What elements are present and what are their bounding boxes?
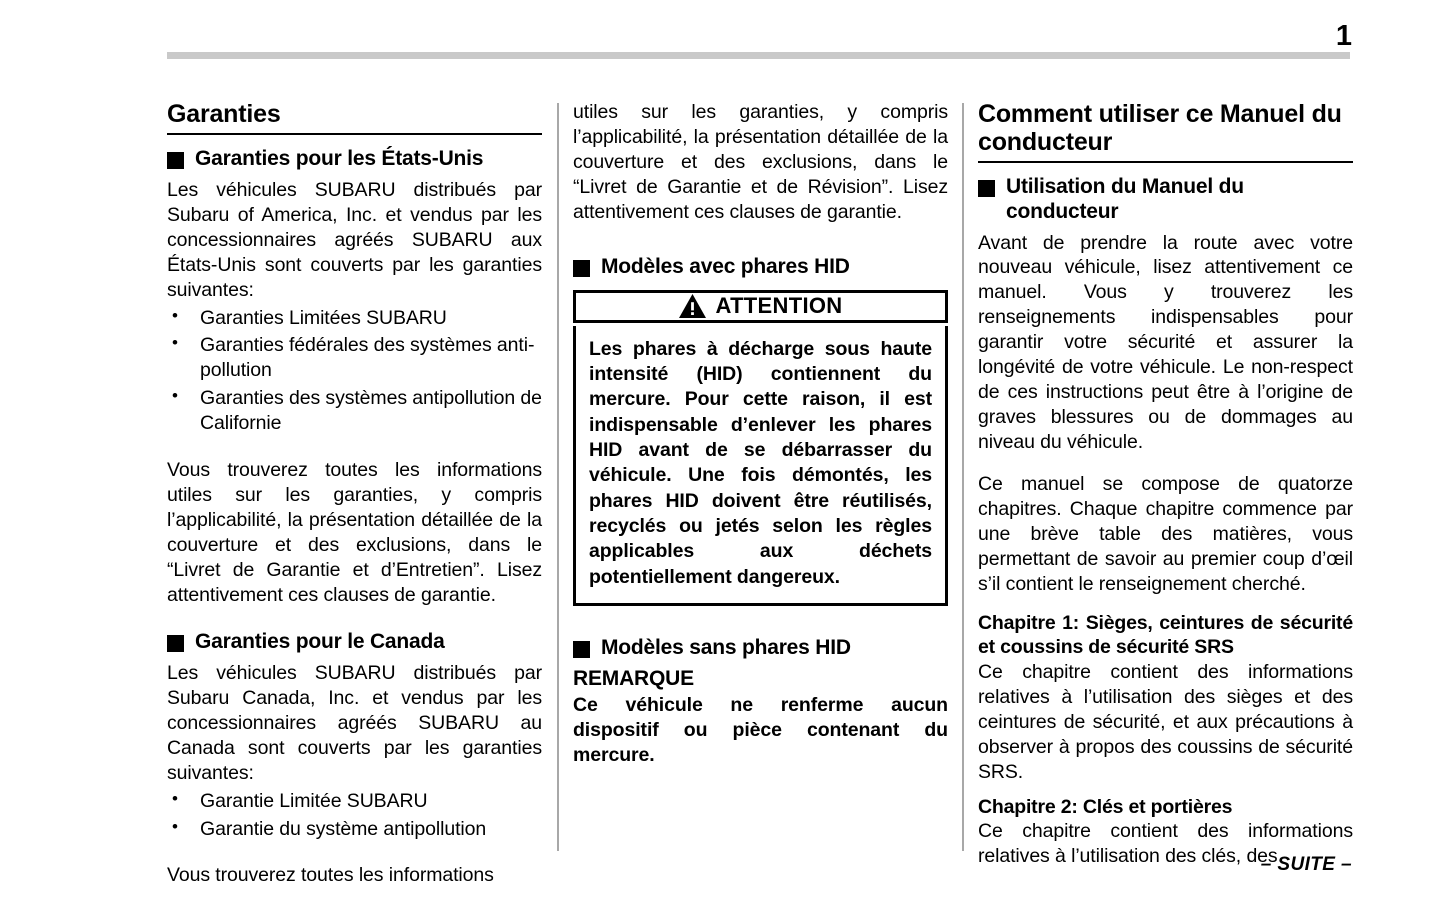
bullet-list-us — [167, 306, 542, 437]
note-label: REMARQUE — [573, 666, 694, 690]
paragraph-canada-booklet-start: Vous trouverez toutes les informations — [167, 864, 494, 887]
column-left — [167, 100, 542, 887]
spacer — [167, 436, 542, 458]
footer-continued: – SUITE – — [1260, 854, 1352, 875]
chapter-title: Chapitre 2: Clés et portières — [978, 795, 1233, 818]
paragraph-us-warranty-booklet: Vous trouverez toutes les informations utiles sur les garanties, y compris l’applicabilité, la présentation détaillée de la couverture et des exclusions, dans le “Livret de Garantie et d’Entretien”. Lisez attentivement ces clauses de garantie. — [167, 459, 542, 607]
spacer — [167, 841, 542, 863]
attention-title: ATTENTION — [715, 293, 843, 319]
paragraph-manual-structure: Ce manuel se compose de quatorze chapitres. Chaque chapitre commence par une brève table des matières, vous permettant de savoir au premier coup d’œil s’il contient le renseignement cherché. — [978, 473, 1353, 595]
square-bullet-icon — [573, 260, 590, 277]
list-item: • Garanties des systèmes antipollution de Californie — [167, 386, 542, 436]
page-header — [167, 20, 1352, 59]
page-number: 1 — [1335, 20, 1352, 52]
subsection-heading-with-hid-label: Modèles avec phares HID — [601, 254, 850, 278]
paragraph-manual-intro: Avant de prendre la route avec votre nouveau véhicule, lisez attentivement ce manuel. Vous y trouverez les renseignements indispensables pour garantir votre sécurité et assurer la longévité de votre véhicule. Le non-respect de ces instructions peut être à l’origine de graves blessures ou de dommages au niveau du véhicule. — [978, 231, 1353, 454]
list-item: • Garanties fédérales des systèmes anti-pollution — [167, 333, 542, 383]
section-title-rule — [978, 161, 1353, 163]
subsection-heading-us — [167, 147, 542, 172]
list-item: • Garanties Limitées SUBARU — [167, 306, 542, 331]
subsection-heading-canada-label: Garanties pour le Canada — [195, 630, 445, 654]
paragraph-us-intro: Les véhicules SUBARU distribués par Subaru of America, Inc. et vendus par les concessionnaires agréés SUBARU aux États-Unis sont couverts par les garanties suivantes: — [167, 178, 542, 301]
subsection-heading-without-hid-label: Modèles sans phares HID — [601, 635, 851, 659]
spacer — [573, 606, 948, 636]
list-item: • Garantie Limitée SUBARU — [167, 789, 542, 814]
square-bullet-icon — [167, 152, 184, 169]
section-title-garanties: Garanties — [167, 100, 281, 128]
attention-header — [573, 290, 948, 323]
square-bullet-icon — [167, 635, 184, 652]
chapter-title: Chapitre 1: Sièges, ceintures de sécurité et coussins de sécurité SRS — [978, 611, 1353, 659]
paragraph-canada-intro: Les véhicules SUBARU distribués par Subaru Canada, Inc. et vendus par les concessionnaires agréés SUBARU au Canada sont couverts par les garanties suivantes: — [167, 661, 542, 784]
spacer — [167, 608, 542, 630]
spacer — [573, 225, 948, 255]
subsection-heading-canada — [167, 630, 542, 655]
subsection-heading-manual-usage — [978, 175, 1353, 225]
chapter-description: Ce chapitre contient des informations relatives à l’utilisation des sièges et des ceintures de sécurité, et aux précautions à observer à propos des coussins de sécurité SRS. — [978, 661, 1353, 783]
column-middle — [573, 100, 948, 855]
list-item: • Garantie du système antipollution — [167, 817, 542, 842]
warning-triangle-icon — [679, 294, 706, 318]
attention-text: Les phares à décharge sous haute intensité (HID) contiennent du mercure. Pour cette raison, il est indispensable d’enlever les phares HID avant de se débarrasser du véhicule. Une fois démontés, les phares HID doivent être réutilisés, recyclés ou jetés selon les règles applicables aux déchets potentiellement dangereux. — [589, 337, 932, 588]
subsection-heading-manual-usage-label: Utilisation du Manuel du conducteur — [1006, 175, 1244, 223]
chapter-entry-1 — [978, 611, 1353, 785]
note-text: Ce véhicule ne renferme aucun dispositif ou pièce contenant du mercure. — [573, 693, 948, 766]
column-divider-1 — [557, 103, 559, 851]
section-title-how-to-use: Comment utiliser ce Manuel du conducteur — [978, 100, 1342, 156]
attention-body — [573, 326, 948, 606]
subsection-heading-us-label: Garanties pour les États-Unis — [195, 147, 484, 170]
bullet-list-canada — [167, 789, 542, 842]
chapter-description: Ce chapitre contient des informations relatives à l’utilisation des clés, des — [978, 820, 1353, 868]
paragraph-canada-booklet-continued: utiles sur les garanties, y compris l’applicabilité, la présentation détaillée de la couverture et des exclusions, dans le “Livret de Garantie et de Révision”. Lisez attentivement ces clauses de garantie. — [573, 101, 948, 223]
subsection-heading-with-hid — [573, 255, 948, 280]
section-title-rule — [167, 133, 542, 135]
square-bullet-icon — [978, 180, 995, 197]
column-divider-2 — [962, 103, 964, 851]
square-bullet-icon — [573, 641, 590, 658]
subsection-heading-without-hid — [573, 636, 948, 661]
attention-callout — [573, 290, 948, 606]
header-rule — [167, 52, 1350, 59]
